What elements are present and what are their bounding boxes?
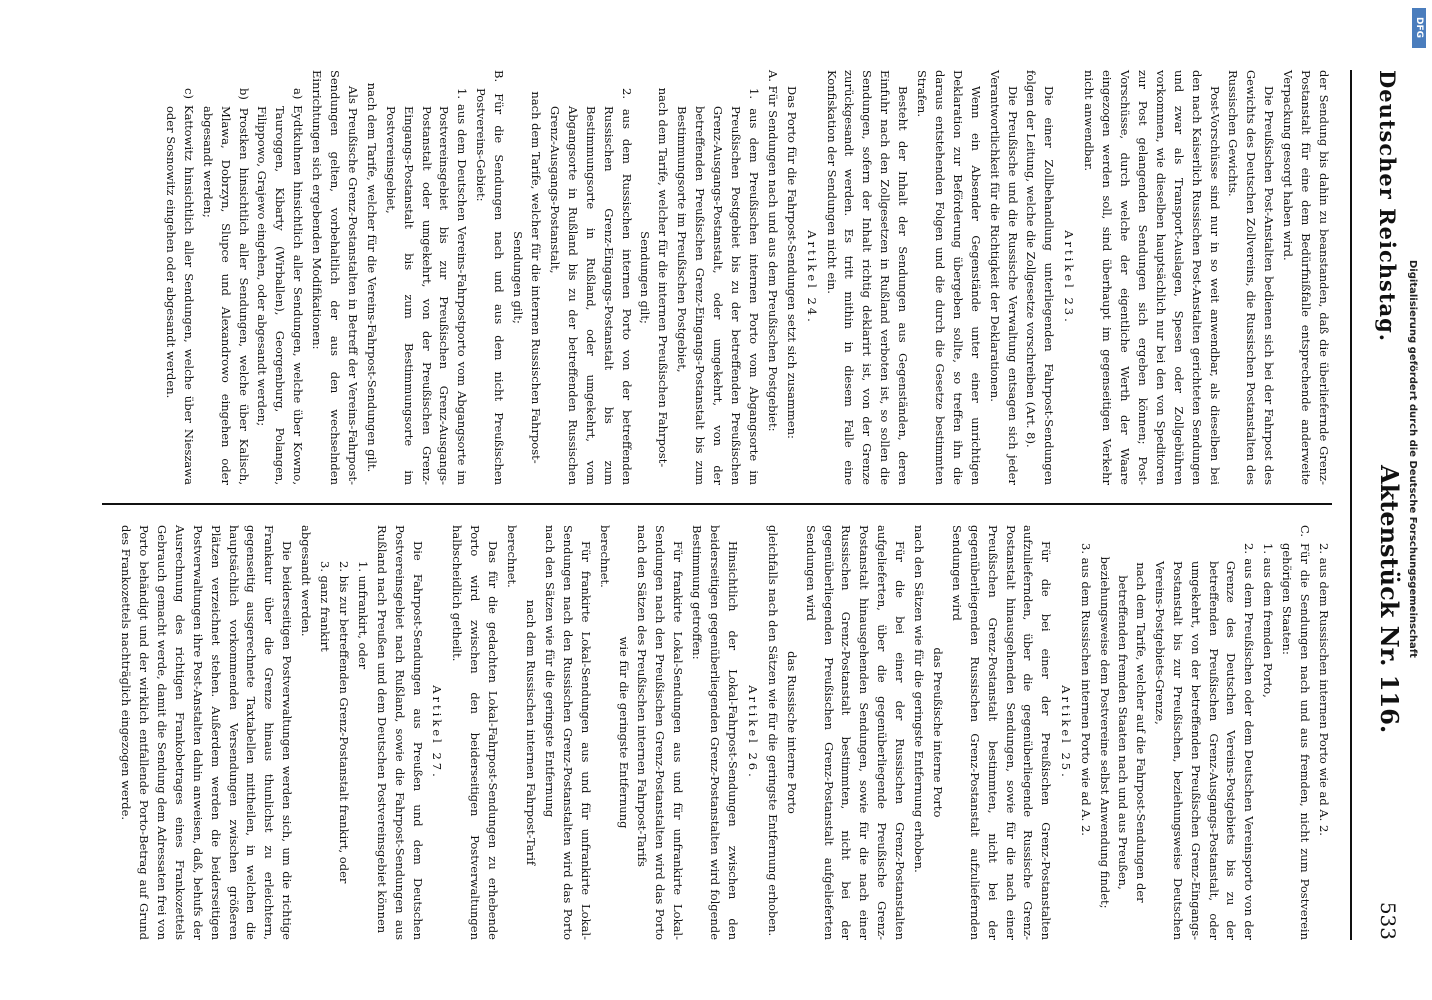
header-rule <box>1350 70 1352 940</box>
paragraph: c) Kattowitz hinsichtlich aller Sendungen, welche über Nieszawa oder Sosnowitz eingehen oder abgesandt werden. <box>163 88 196 485</box>
paragraph: wie für die geringste Entfernung <box>616 636 631 829</box>
paragraph: Besteht der Inhalt der Sendungen aus Gegenständen, deren Einfuhr nach den Zollgesetzen in Rußland verboten ist, so sollen die Sendungen, sofern der Inhalt richtig deklarirt ist, von der Grenze zurückgesandt werden. Es tritt mithin in diesem Falle eine Konfiskation der Sendungen nicht ein. <box>824 70 911 485</box>
digitization-credit-text: Digitalisierung gefördert durch die Deutsche Forschungsgemeinschaft <box>1407 260 1418 658</box>
right-column <box>92 525 1332 940</box>
column-divider <box>102 503 1332 505</box>
paragraph: nach dem Tarife, welcher für die internen Russischen Fahrpost-Sendungen gilt; <box>511 91 544 464</box>
paragraph: Als Preußische Grenz-Postanstalten in Betreff der Vereins-Fahrpost-Sendungen gelten, vorbehaltlich der aus den wechselnden Einrichtungen sich ergebenden Modifikationen: <box>310 70 360 485</box>
article-heading: Artikel 25. <box>1059 685 1074 780</box>
paragraph: A. Für Sendungen nach und aus dem Preußischen Postgebiet: <box>765 70 780 432</box>
paragraph: 2. aus dem Russischen internen Porto von der betreffenden Russischen Grenz-Eingangs-Postanstalt bis zum Bestimmungsorte in Rußland, oder umgekehrt, vom Abgangsorte in Rußland bis zu der betreffenden Russischen Grenz-Ausgangs-Postanstalt, <box>547 88 634 485</box>
paragraph: das Russische interne Porto <box>784 651 799 814</box>
paragraph: Hinsichtlich der Lokal-Fahrpost-Sendungen zwischen den beiderseitigen gegenüberliegenden Grenz-Postanstalten wird folgende Bestimmung getroffen: <box>690 525 740 940</box>
paragraph: das Preußische interne Porto <box>930 647 945 818</box>
paragraph: berechnet. <box>505 525 520 588</box>
paragraph: 1. unfrankirt, oder <box>355 561 370 670</box>
paragraph: Die beiderseitigen Postverwaltungen werden sich, um die richtige Frankatur über die Grenze hinaus thunlichst zu erleichtern, gegenseitig ausgerechnete Taxtabellen mittheilen, in welchen die hauptsächlich vorkommenden Versendungen zwischen größeren Plätzen verzeichnet stehen. Außerdem werden die beiderseitigen Postverwaltungen ihre Post-Anstalten dahin anweisen, daß, behufs der Ausrechnung des richtigen Frankobetrages eines Frankozettels Gebrauch gemacht werde, damit die Sendung dem Adressaten frei von Porto behändigt und der wirklich entfallende Porto-Betrag auf Grund des Frankozettels nachträglich eingezogen werde. <box>119 525 295 940</box>
paragraph: Für frankirte Lokal-Sendungen aus und für unfrankirte Lokal-Sendungen nach den Preußischen Grenz-Postanstalten wird das Porto nach den Sätzen des Preußischen internen Fahrpost-Tarifs <box>635 525 686 940</box>
paragraph: 1. aus dem fremden Porto, <box>1261 543 1276 698</box>
paragraph: gleichfalls nach den Sätzen wie für die geringste Entfernung erhoben. <box>765 525 780 937</box>
paragraph: Die Preußischen Post-Anstalten bedienen sich bei der Fahrpost des Gewichts des Deutschen Zollvereins, die Russischen Postanstalten des Russischen Gewichts. <box>1226 70 1277 485</box>
article-heading: Artikel 26. <box>745 685 760 780</box>
paragraph: der Sendung bis dahin zu beanstanden, daß die überliefernde Grenz-Postanstalt für eine dem Bedürfnißfalle entsprechende anderweite Verpackung gesorgt haben wird. <box>1281 70 1331 485</box>
paragraph: Post-Vorschüsse sind nur in so weit anwendbar, als dieselben bei den nach Kaiserlich Russischen Post-Anstalten gerichteten Sendungen und zwar als Transport-Auslagen, Spesen oder Zollgebühren vorkommen, wie dieselben hauptsächlich nur bei den von Speditoren zur Post gelangenden Sendungen sich ergeben können; Post-Vorschüsse, durch welche der eigentliche Werth der Waare eingezogen werden soll, sind überhaupt im gegenseitigen Verkehr nicht anwendbar. <box>1082 70 1222 485</box>
page-header <box>1360 70 1412 940</box>
paragraph: nach dem Russischen internen Fahrpost-Tarif <box>524 599 539 866</box>
paragraph: nach dem Tarife, welcher für die Vereins-Fahrpost-Sendungen gilt. <box>364 82 379 473</box>
header-publication: Deutscher Reichstag. <box>1375 70 1400 343</box>
paragraph: Für die bei einer der Russischen Grenz-Postanstalten aufgelieferten, über die gegenüberliegende Preußische Grenz-Postanstalt hinausgehenden Sendungen, sowie für die nach einer Russischen Grenz-Postanstalt bestimmten, nicht bei der gegenüberliegenden Preußischen Grenz-Postanstalt aufgelieferten Sendungen wird <box>803 525 908 940</box>
dfg-logo: DFG <box>1412 8 1426 48</box>
paragraph: nach den Sätzen wie für die geringste Entfernung erhoben. <box>912 525 927 873</box>
article-heading: Artikel 24. <box>804 230 819 325</box>
paragraph: Die einer Zollbehandlung unterliegenden Fahrpost-Sendungen folgen der Leitung, welche die Zollgesetze vorschreiben (Art. 8). <box>1024 70 1057 485</box>
paragraph: 2. aus dem Russischen internen Porto wie ad A. 2. <box>1317 543 1331 836</box>
paragraph: Die Fahrpost-Sendungen aus Preußen und dem Deutschen Postvereinsgebiet nach Rußland, sowie die Fahrpost-Sendungen aus Rußland nach Preußen und dem Deutschen Postvereinsgebiet können <box>374 525 425 940</box>
paragraph: b) Prostken hinsichtlich aller Sendungen, welche über Kalisch, Mlawa, Dobrzyn, Slupce und Alexandrowo eingehen oder abgesandt werden; <box>200 88 251 485</box>
paragraph: nach dem Tarife, welcher auf die Fahrpost-Sendungen der betreffenden fremden Staaten nach und aus Preußen, beziehungsweise dem Postvereine selbst Anwendung findet; <box>1098 556 1148 909</box>
left-column <box>92 70 1332 485</box>
paragraph: 1. aus dem Preußischen internen Porto vom Abgangsorte im Preußischen Postgebiet bis zu der betreffenden Preußischen Grenz-Ausgangs-Postanstalt, oder umgekehrt, von der betreffenden Preußischen Grenz-Eingangs-Postanstalt bis zum Bestimmungsorte im Preußischen Postgebiet, <box>675 88 761 485</box>
paragraph: Für frankirte Lokal-Sendungen aus und für unfrankirte Lokal-Sendungen nach den Russischen Grenz-Postanstalten wird das Porto nach den Sätzen wie für die geringste Entfernung <box>542 525 593 940</box>
paragraph: nach dem Tarife, welcher für die internen Preußischen Fahrpost-Sendungen gilt; <box>638 87 671 468</box>
paragraph: Für die bei einer der Preußischen Grenz-Postanstalten aufzuliefernden, über die gegenüberliegende Russische Grenz-Postanstalt hinausgehenden Sendungen, sowie für die nach einer Preußischen Grenz-Postanstalt bestimmten, nicht bei der gegenüberliegenden Russischen Grenz-Postanstalt aufzuliefernden Sendungen wird <box>949 525 1054 940</box>
article-heading: Artikel 27. <box>430 685 445 780</box>
paragraph: abgesandt werden. <box>299 525 314 637</box>
paragraph: 3. aus dem Russischen internen Porto wie ad A. 2. <box>1079 543 1094 836</box>
paragraph: Das Porto für die Fahrpost-Sendungen setzt sich zusammen: <box>784 86 799 439</box>
paragraph: Wenn ein Absender Gegenstände unter einer unrichtigen Deklaration zur Beförderung übergeben sollte, so treffen ihn die daraus entstehenden Folgen und die durch die Gesetze bestimmten Strafen. <box>915 70 983 485</box>
paragraph: Das für die gedachten Lokal-Fahrpost-Sendungen zu erhebende Porto wird zwischen den beiderseitigen Postverwaltungen halbscheidlich getheilt. <box>450 525 501 940</box>
paragraph: 3. ganz frankirt <box>318 561 333 652</box>
paragraph: B. Für die Sendungen nach und aus dem nicht Preußischen Postvereins-Gebiet: <box>474 70 507 485</box>
paragraph: 2. aus dem Preußischen oder dem Deutschen Vereinsporto von der Grenze des Deutschen Vereins-Postgebiets bis zu der betreffenden Preußischen Grenz-Ausgangs-Postanstalt, oder umgekehrt, von der betreffenden Preußischen Grenz-Eingangs-Postanstalt bis zur Preußischen, beziehungsweise Deutschen Vereins-Postgebiets-Grenze, <box>1152 543 1257 940</box>
paragraph: 2. bis zur betreffenden Grenz-Postanstalt frankirt, oder <box>336 561 351 884</box>
paragraph: Die Preußische und die Russische Verwaltung entsagen sich jeder Verantwortlichkeit für die Richtigkeit der Deklarationen. <box>987 70 1020 485</box>
paragraph: a) Eydtkuhnen hinsichtlich aller Sendungen, welche über Kowno, Tauroggen, Kibarty (Wirballen), Georgenburg, Polangen, Filippowo, Grajewo eingehen, oder abgesandt werden; <box>255 88 306 485</box>
page-number: 533 <box>1376 901 1400 940</box>
paragraph: berechnet. <box>597 525 612 588</box>
header-document-number: Aktenstück Nr. 116. <box>1375 465 1404 734</box>
paragraph: 1. aus dem Deutschen Vereins-Fahrpostporto vom Abgangsorte im Postvereinsgebiet bis zur Preußischen Grenz-Ausgangs-Postanstalt oder umgekehrt, von der Preußischen Grenz-Eingangs-Postanstalt bis zum Bestimmungsorte im Postvereinsgebiet, <box>383 88 470 485</box>
paragraph: C. Für die Sendungen nach und aus fremden, nicht zum Postverein gehörigen Staaten: <box>1280 525 1313 940</box>
article-heading: Artikel 23. <box>1062 230 1077 325</box>
